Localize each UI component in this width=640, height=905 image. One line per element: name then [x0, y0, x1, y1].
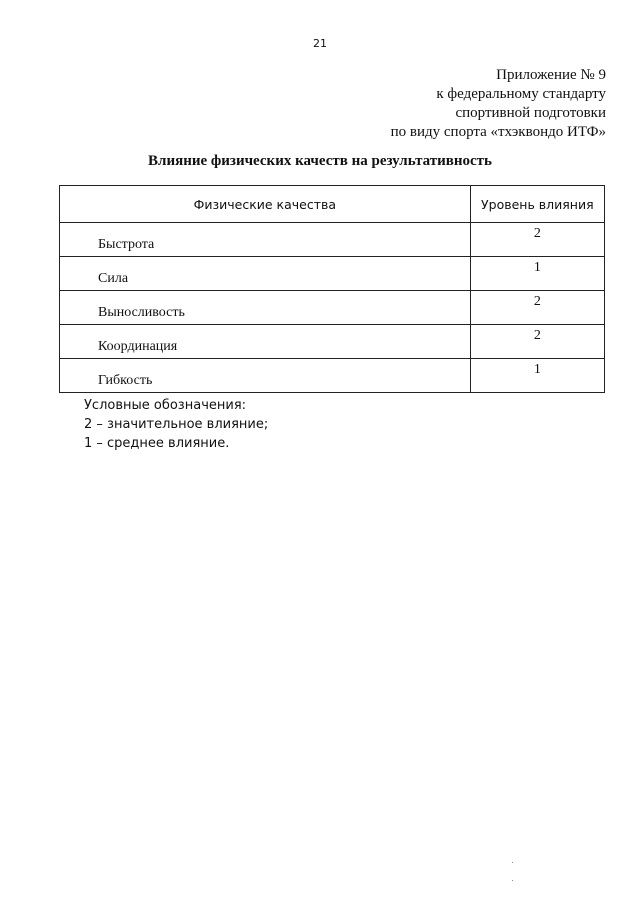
appendix-line: по виду спорта «тхэквондо ИТФ» [390, 124, 606, 140]
quality-cell: Сила [60, 257, 471, 291]
influence-table [59, 185, 605, 393]
quality-cell: Гибкость [60, 359, 471, 393]
table-row [60, 359, 605, 393]
legend [84, 396, 268, 453]
scan-speck [512, 880, 513, 881]
table-header-row [60, 186, 605, 223]
table-row [60, 325, 605, 359]
level-cell: 2 [470, 223, 604, 257]
legend-item: 2 – значительное влияние; [84, 417, 269, 432]
document-title: Влияние физических качеств на результативность [148, 153, 492, 169]
table-row [60, 257, 605, 291]
level-cell: 1 [470, 359, 604, 393]
appendix-line: спортивной подготовки [455, 105, 606, 121]
appendix-line: Приложение № 9 [496, 67, 606, 83]
level-cell: 2 [470, 325, 604, 359]
level-cell: 2 [470, 291, 604, 325]
quality-cell: Быстрота [60, 223, 471, 257]
table-row [60, 223, 605, 257]
quality-cell: Координация [60, 325, 471, 359]
level-cell: 1 [470, 257, 604, 291]
legend-item: 1 – среднее влияние. [84, 436, 230, 451]
header-quality: Физические качества [60, 186, 471, 223]
appendix-header [391, 66, 606, 142]
header-level: Уровень влияния [470, 186, 604, 223]
legend-heading: Условные обозначения: [84, 398, 247, 413]
quality-cell: Выносливость [60, 291, 471, 325]
table-row [60, 291, 605, 325]
appendix-line: к федеральному стандарту [436, 86, 606, 102]
scan-speck [512, 862, 513, 863]
page-number: 21 [313, 37, 327, 50]
